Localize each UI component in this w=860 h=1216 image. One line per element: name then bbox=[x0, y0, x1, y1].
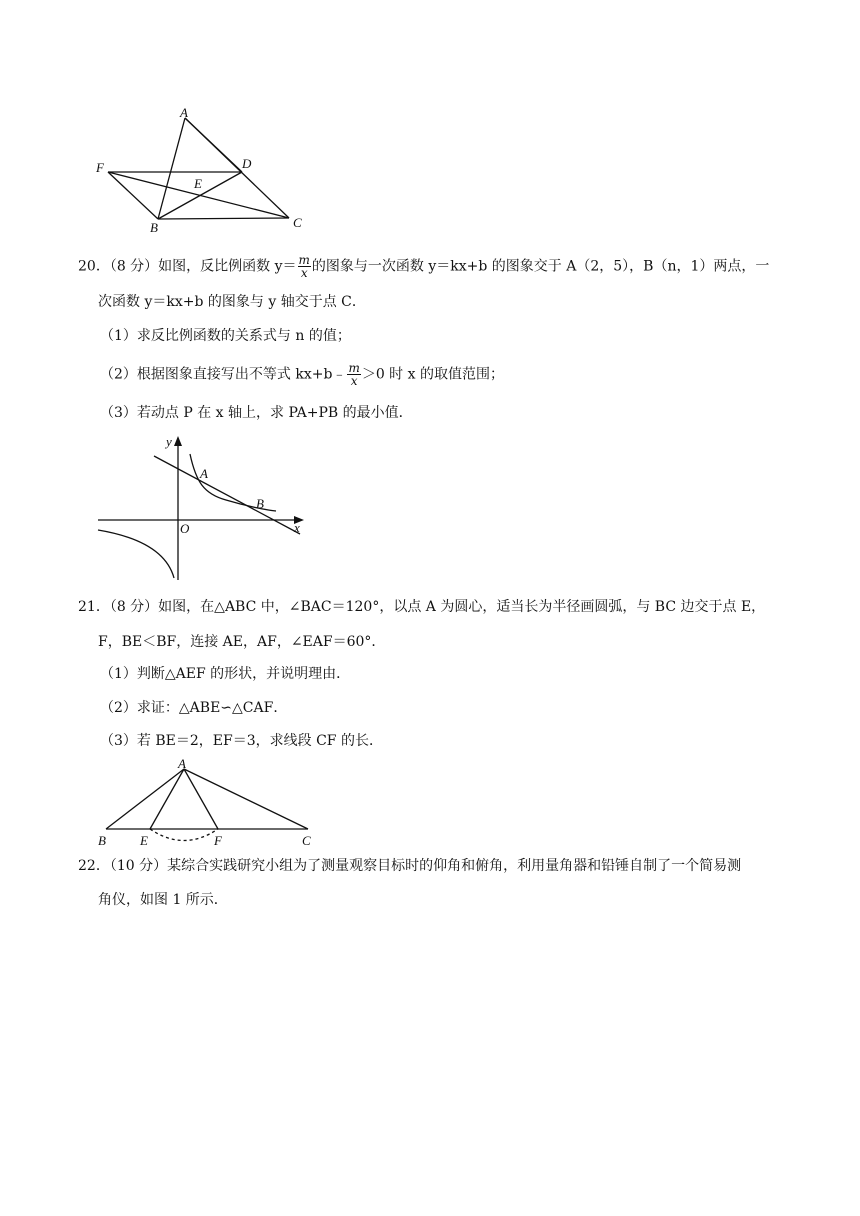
q21-stem-line2: F，BE＜BF，连接 AE，AF，∠EAF＝60°． bbox=[98, 634, 386, 650]
label-C: C bbox=[293, 215, 302, 230]
q21-part3: （3）若 BE＝2，EF＝3，求线段 CF 的长． bbox=[100, 733, 383, 749]
q20-stem-line2: 次函数 y＝kx+b 的图象与 y 轴交于点 C． bbox=[98, 294, 366, 310]
q20-stem-line1: 20．（8 分）如图，反比例函数 y＝ $\frac{m}{x}$ 的图象与一次函数 y＝kx+b 的图象交于 A（2，5），B（n，1）两点，一 bbox=[78, 253, 770, 280]
q22-stem-line1: 22．（10 分）某综合实践研究小组为了测量观察目标时的仰角和俯角，利用量角器和铅锤自制了一个简易测 bbox=[78, 858, 742, 874]
segment-BC bbox=[158, 218, 289, 219]
figure-21-triangle bbox=[94, 754, 322, 850]
label-F: F bbox=[96, 160, 104, 175]
line-y-kx-b bbox=[154, 456, 300, 534]
label-A: A bbox=[200, 466, 208, 481]
q22-stem-line2: 角仪，如图 1 所示． bbox=[98, 892, 228, 908]
q20-part1: （1）求反比例函数的关系式与 n 的值； bbox=[100, 328, 351, 344]
label-y: y bbox=[166, 434, 172, 449]
label-A: A bbox=[180, 105, 188, 120]
segment-AC bbox=[185, 118, 289, 218]
segment-AB bbox=[158, 118, 185, 219]
hyperbola-branch-left bbox=[98, 530, 174, 578]
label-B: B bbox=[98, 833, 106, 848]
q20-part2: （2）根据图象直接写出不等式 kx+b﹣ $\frac{m}{x}$ ＞0 时 x 的取值范围； bbox=[100, 361, 504, 388]
label-A: A bbox=[178, 756, 186, 771]
label-D: D bbox=[242, 156, 252, 171]
segment-AC bbox=[184, 769, 308, 829]
q21-part1: （1）判断△AEF 的形状，并说明理由． bbox=[100, 666, 351, 682]
arc-EF bbox=[150, 829, 218, 841]
label-B: B bbox=[150, 220, 158, 235]
label-O: O bbox=[180, 521, 190, 536]
y-axis-arrow bbox=[174, 436, 182, 446]
q20-part3: （3）若动点 P 在 x 轴上，求 PA+PB 的最小值． bbox=[100, 405, 413, 421]
figure-19-diagram bbox=[92, 104, 322, 238]
segment-FB bbox=[108, 172, 158, 219]
label-C: C bbox=[302, 833, 311, 848]
label-E: E bbox=[140, 833, 148, 848]
label-x: x bbox=[294, 520, 300, 535]
segment-AE bbox=[150, 769, 184, 829]
fraction-m-over-x: $\frac{m}{x}$ bbox=[348, 361, 360, 388]
label-F: F bbox=[214, 833, 222, 848]
label-E: E bbox=[194, 176, 202, 191]
q21-stem-line1: 21．（8 分）如图，在△ABC 中，∠BAC＝120°，以点 A 为圆心，适当长为半径画圆弧，与 BC 边交于点 E， bbox=[78, 599, 766, 615]
figure-20-graph bbox=[96, 430, 310, 584]
segment-AB bbox=[106, 769, 184, 829]
segment-AF bbox=[184, 769, 218, 829]
label-B: B bbox=[256, 496, 264, 511]
q21-part2: （2）求证：△ABE∽△CAF． bbox=[100, 700, 288, 716]
fraction-m-over-x: $\frac{m}{x}$ bbox=[298, 253, 310, 280]
